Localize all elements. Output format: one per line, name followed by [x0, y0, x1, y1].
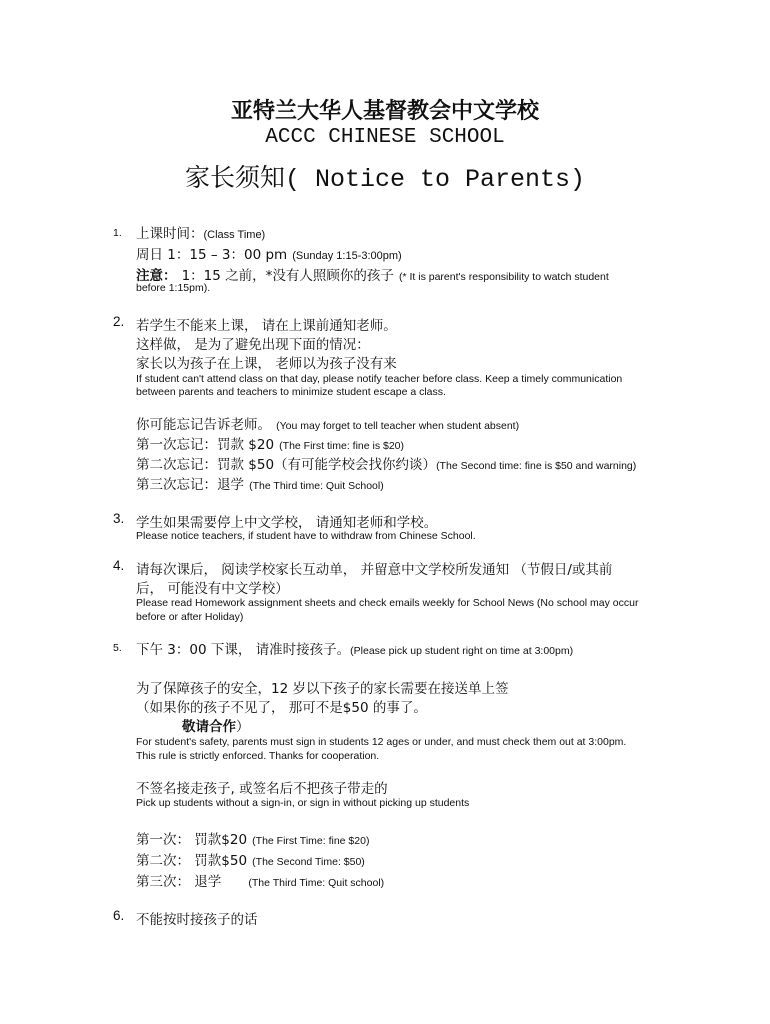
item-1-heading: [136, 222, 265, 242]
item-3-cn: 学生如果需要停上中文学校， 请通知老师和学校。: [136, 515, 438, 531]
note-cn: 1：15 之前，*没有人照顾你的孩子: [181, 268, 394, 284]
item-3-en: Please notice teachers, if student have to withdraw from Chinese School.: [136, 530, 476, 542]
pickup-second-en: (The Second Time: $50): [252, 856, 365, 868]
forget-en: (You may forget to tell teacher when student absent): [276, 420, 520, 432]
item-4-cn: 请每次课后， 阅读学校家长互动单， 并留意中文学校所发通知 （节假日/或其前: [136, 562, 613, 578]
item-2-number: 2.: [113, 314, 125, 329]
class-time-label-cn: 上课时间：: [136, 226, 204, 242]
pickup-third-en: (The Third Time: Quit school): [248, 877, 385, 889]
safety-en-1: For student's safety, parents must sign in students 12 ages or under, and must check them out at 3:00pm.: [136, 736, 627, 748]
item-2-line-3: 家长以为孩子在上课， 老师以为孩子没有来: [136, 356, 397, 372]
item-5-en: (Please pick up student right on time at 3:00pm): [350, 645, 574, 657]
forget-first-en: (The First time: fine is $20): [279, 440, 405, 452]
forget-line: [136, 413, 519, 433]
cooperation-line: [182, 715, 250, 735]
item-2-line-1: 若学生不能来上课， 请在上课前通知老师。: [136, 318, 397, 334]
item-6-number: 6.: [113, 908, 125, 923]
forget-second: [136, 453, 636, 473]
note-en: (* It is parent's responsibility to watch student: [399, 271, 609, 283]
note-label: 注意：: [136, 268, 177, 284]
safety-line-2: （如果你的孩子不见了， 那可不是$50 的事了。: [136, 700, 427, 716]
note-en-cont: before 1:15pm).: [136, 282, 211, 294]
no-sign-cn: 不签名接走孩子, 或签名后不把孩子带走的: [136, 781, 388, 797]
class-time-note: [136, 264, 609, 284]
item-4-en-cont: before or after Holiday): [136, 611, 244, 623]
item-4-en: Please read Homework assignment sheets and check emails weekly for School News (No school may occur: [136, 597, 639, 609]
school-title-cn: 亚特兰大华人基督教会中文学校: [230, 99, 539, 124]
pickup-third-cn: 第三次： 退学: [136, 874, 222, 890]
cooperation-text: 敬请合作: [182, 719, 236, 735]
forget-second-cn: 第二次忘记：罚款 $50（有可能学校会找你约谈）: [136, 457, 437, 473]
pickup-second: [136, 849, 365, 869]
forget-cn: 你可能忘记告诉老师。: [136, 417, 271, 433]
item-5-cn: 下午 3：00 下课， 请准时接孩子。: [136, 642, 351, 658]
item-3-number: 3.: [113, 511, 125, 526]
no-sign-en: Pick up students without a sign-in, or sign in without picking up students: [136, 797, 470, 809]
forget-second-en: (The Second time: fine is $50 and warning): [436, 460, 637, 472]
class-time-line: [136, 243, 402, 263]
pickup-first: [136, 828, 369, 848]
safety-en-2: This rule is strictly enforced. Thanks for cooperation.: [136, 750, 380, 762]
class-time-cn: 周日 1：15 – 3：00 pm: [136, 247, 288, 263]
item-2-en-1: If student can't attend class on that day, please notify teacher before class. Keep a timely communication: [136, 373, 623, 385]
pickup-first-cn: 第一次： 罚款$20: [136, 832, 248, 848]
item-4-cn-cont: 后， 可能没有中文学校）: [136, 581, 289, 597]
pickup-second-cn: 第二次： 罚款$50: [136, 853, 248, 869]
forget-first-cn: 第一次忘记：罚款 $20: [136, 437, 275, 453]
forget-third-cn: 第三次忘记：退学: [136, 477, 244, 493]
item-2-en-2: between parents and teachers to minimize student escape a class.: [136, 386, 446, 398]
item-2-line-2: 这样做， 是为了避免出现下面的情况：: [136, 337, 370, 353]
forget-third: [136, 473, 384, 493]
item-1-number: 1.: [113, 227, 122, 239]
notice-title-cn: 家长须知: [184, 163, 285, 192]
class-time-en: (Sunday 1:15-3:00pm): [292, 250, 402, 262]
notice-title: [0, 158, 770, 194]
notice-title-en: ( Notice to Parents): [284, 165, 586, 194]
cooperation-close: ）: [236, 719, 250, 735]
item-5-line: [136, 638, 573, 658]
forget-first: [136, 433, 404, 453]
item-4-number: 4.: [113, 558, 125, 573]
forget-third-en: (The Third time: Quit School): [249, 480, 384, 492]
class-time-label-en: (Class Time): [203, 229, 266, 241]
school-title-en: ACCC CHINESE SCHOOL: [265, 126, 505, 149]
pickup-third: [136, 870, 384, 890]
pickup-first-en: (The First Time: fine $20): [252, 835, 370, 847]
safety-line-1: 为了保障孩子的安全，12 岁以下孩子的家长需要在接送单上签: [136, 681, 509, 697]
item-5-number: 5.: [113, 642, 122, 654]
item-6-cn: 不能按时接孩子的话: [136, 912, 258, 928]
